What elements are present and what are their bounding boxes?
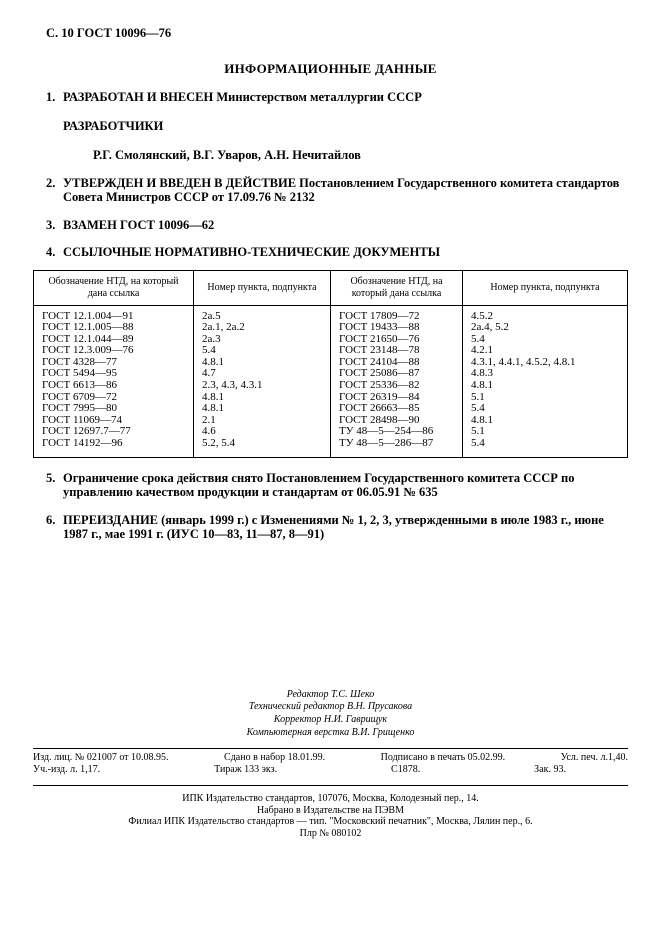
imprint-row-2 xyxy=(33,764,628,777)
doc-title: ИНФОРМАЦИОННЫЕ ДАННЫЕ xyxy=(224,61,437,76)
ntd-designation: ГОСТ 6613—86 xyxy=(42,380,117,392)
publisher-address: ИПК Издательство стандартов, 107076, Москва, Колодезный пер., 14. xyxy=(182,792,479,804)
item-text: ПЕРЕИЗДАНИЕ (январь 1999 г.) с Изменениями № 1, 2, 3, утвержденными в июле 1983 г., июне 1987 г., мае 1991 г. (ИУС 10—83, 11—87, 8—91) xyxy=(63,512,604,542)
table-row xyxy=(34,438,628,457)
item-text: УТВЕРЖДЕН И ВВЕДЕН В ДЕЙСТВИЕ Постановлением Государственного комитета стандартов Совета Министров СССР от 17.09.76 № 2132 xyxy=(63,175,620,204)
ntd-designation: ГОСТ 28498—90 xyxy=(331,415,463,427)
clause-number: 2а.5 xyxy=(194,305,331,322)
ntd-designation: ГОСТ 21650—76 xyxy=(331,334,463,346)
section-2 xyxy=(46,176,628,205)
imprint-print-sheets: Усл. печ. л.1,40. xyxy=(560,751,628,763)
clause-number: 5.2, 5.4 xyxy=(194,438,331,457)
clause-number: 4.2.1 xyxy=(463,345,628,357)
clause-number: 4.8.1 xyxy=(194,403,331,415)
clause-number: 2а.4, 5.2 xyxy=(463,322,628,334)
table-row xyxy=(34,426,628,438)
table-header-cell: Номер пункта, подпункта xyxy=(194,270,331,305)
ntd-designation: ГОСТ 19433—88 xyxy=(331,322,463,334)
clause-number: 2а.1, 2а.2 xyxy=(194,322,331,334)
credits-block xyxy=(33,689,628,740)
table-row xyxy=(34,357,628,369)
publisher-block xyxy=(33,793,628,840)
ntd-designation: ГОСТ 14192—96 xyxy=(42,438,123,450)
clause-number: 2.1 xyxy=(194,415,331,427)
ntd-designation: ГОСТ 11069—74 xyxy=(42,414,123,426)
imprint-code: С1878. xyxy=(391,764,421,776)
imprint-typeset-date: Сдано в набор 18.01.99. xyxy=(224,751,326,763)
table-header-row xyxy=(34,270,628,305)
imprint-row-1 xyxy=(33,752,628,765)
table-row xyxy=(34,380,628,392)
ntd-designation: ГОСТ 24104—88 xyxy=(331,357,463,369)
ntd-designation: ГОСТ 12.1.005—88 xyxy=(42,322,134,334)
table-header-cell: Обозначение НТД, на который дана ссылка xyxy=(34,270,194,305)
table-row xyxy=(34,345,628,357)
clause-number: 4.7 xyxy=(194,368,331,380)
clause-number: 5.1 xyxy=(463,392,628,404)
publisher-plr-number: Плр № 080102 xyxy=(299,828,362,840)
imprint-license: Изд. лиц. № 021007 от 10.08.95. xyxy=(33,751,169,763)
clause-number: 4.8.1 xyxy=(194,392,331,404)
item-number: 2. xyxy=(46,175,56,190)
clause-number: 2а.3 xyxy=(194,334,331,346)
section-4 xyxy=(46,245,628,260)
item-number: 5. xyxy=(46,470,56,485)
clause-number: 5.4 xyxy=(463,334,628,346)
ntd-designation: ГОСТ 17809—72 xyxy=(331,305,463,322)
clause-number: 4.8.1 xyxy=(463,415,628,427)
item-number: 6. xyxy=(46,512,56,527)
ntd-designation: ГОСТ 12.1.044—89 xyxy=(42,333,134,345)
divider xyxy=(33,785,628,786)
clause-number: 5.1 xyxy=(463,426,628,438)
developers-label: РАЗРАБОТЧИКИ xyxy=(63,118,164,133)
ntd-designation: ГОСТ 25086—87 xyxy=(331,368,463,380)
table-row xyxy=(34,334,628,346)
item-text: РАЗРАБОТАН И ВНЕСЕН Министерством металлургии СССР xyxy=(63,90,422,104)
table-row xyxy=(34,368,628,380)
ntd-designation: ТУ 48—5—254—86 xyxy=(331,426,463,438)
section-1 xyxy=(46,90,628,105)
clause-number: 5.4 xyxy=(463,403,628,415)
ntd-designation: ГОСТ 6709—72 xyxy=(42,391,117,403)
ntd-reference-table xyxy=(33,270,628,458)
clause-number: 5.4 xyxy=(194,345,331,357)
ntd-designation: ГОСТ 25336—82 xyxy=(331,380,463,392)
publisher-branch: Филиал ИПК Издательство стандартов — тип. "Московский печатник", Москва, Лялин пер., 6. xyxy=(128,816,533,828)
credits-line-editor: Редактор Т.С. Шеко xyxy=(286,688,375,700)
table-row xyxy=(34,322,628,334)
clause-number: 2.3, 4.3, 4.3.1 xyxy=(194,380,331,392)
vertical-spacer xyxy=(33,542,628,689)
ntd-designation: ГОСТ 23148—78 xyxy=(331,345,463,357)
table-row xyxy=(34,305,628,322)
ntd-designation: ГОСТ 26663—85 xyxy=(331,403,463,415)
ntd-designation: ГОСТ 26319—84 xyxy=(331,392,463,404)
table-row xyxy=(34,403,628,415)
publisher-typeset-note: Набрано в Издательстве на ПЭВМ xyxy=(257,804,404,816)
item-text: Ограничение срока действия снято Постановлением Государственного комитета СССР по управлению качеством продукции и стандартам от 06.05.91 № 635 xyxy=(63,470,575,500)
imprint-circulation: Тираж 133 экз. xyxy=(214,764,278,776)
clause-number: 4.6 xyxy=(194,426,331,438)
clause-number: 4.8.3 xyxy=(463,368,628,380)
credits-line-proofreader: Корректор Н.И. Гаврищук xyxy=(273,714,388,726)
clause-number: 4.8.1 xyxy=(463,380,628,392)
page-header: С. 10 ГОСТ 10096—76 xyxy=(46,26,172,40)
clause-number: 4.3.1, 4.4.1, 4.5.2, 4.8.1 xyxy=(463,357,628,369)
ntd-designation: ТУ 48—5—286—87 xyxy=(331,438,463,457)
clause-number: 5.4 xyxy=(463,438,628,457)
credits-line-layout: Компьютерная верстка В.И. Грищенко xyxy=(246,727,415,739)
ntd-designation: ГОСТ 4328—77 xyxy=(42,356,117,368)
item-number: 3. xyxy=(46,217,56,232)
ntd-designation: ГОСТ 12.1.004—91 xyxy=(42,309,134,322)
ntd-designation: ГОСТ 12697.7—77 xyxy=(42,426,131,438)
table-header-cell: Номер пункта, подпункта xyxy=(463,270,628,305)
item-text: ССЫЛОЧНЫЕ НОРМАТИВНО-ТЕХНИЧЕСКИЕ ДОКУМЕНТЫ xyxy=(63,245,440,259)
divider xyxy=(33,748,628,749)
section-3 xyxy=(46,218,628,233)
item-number: 4. xyxy=(46,245,56,259)
section-5 xyxy=(46,471,628,500)
table-row xyxy=(34,415,628,427)
ntd-designation: ГОСТ 5494—95 xyxy=(42,368,117,380)
table-row xyxy=(34,392,628,404)
table-header-cell: Обозначение НТД, на который дана ссылка xyxy=(331,270,463,305)
section-6 xyxy=(46,513,628,542)
clause-number: 4.8.1 xyxy=(194,357,331,369)
imprint-order: Зак. 93. xyxy=(534,764,566,776)
item-text: ВЗАМЕН ГОСТ 10096—62 xyxy=(63,217,215,232)
credits-line-tech-editor: Технический редактор В.Н. Прусакова xyxy=(248,701,413,713)
item-number: 1. xyxy=(46,90,56,104)
ntd-designation: ГОСТ 7995—80 xyxy=(42,403,117,415)
ntd-designation: ГОСТ 12.3.009—76 xyxy=(42,345,134,357)
imprint-print-date: Подписано в печать 05.02.99. xyxy=(380,751,506,763)
developers-names: Р.Г. Смолянский, В.Г. Уваров, А.Н. Нечитайлов xyxy=(93,147,361,162)
clause-number: 4.5.2 xyxy=(463,305,628,322)
imprint-pub-sheets: Уч.-изд. л. 1,17. xyxy=(33,764,101,776)
